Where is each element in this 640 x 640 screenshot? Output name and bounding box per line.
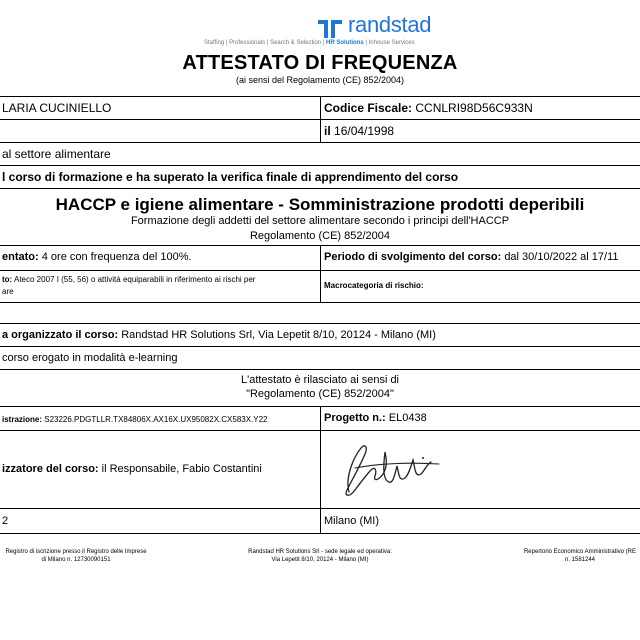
tagline-staffing: Staffing <box>204 40 225 46</box>
rule <box>0 142 640 143</box>
project-value: EL0438 <box>388 412 427 424</box>
responsible <box>2 463 262 475</box>
birth-date-value: 16/04/1998 <box>334 124 395 138</box>
ateco-label: to: <box>2 275 13 284</box>
organizer-value: Randstad HR Solutions Srl, Via Lepetit 8/10, 20124 - Milano (MI) <box>121 329 436 341</box>
birth-date <box>324 124 394 138</box>
project <box>324 412 427 424</box>
duration <box>2 251 192 263</box>
macro-label: Macrocategoria di rischio: <box>324 281 424 290</box>
ateco <box>2 275 255 284</box>
column-divider <box>320 406 321 533</box>
rule <box>0 346 640 347</box>
rule <box>0 369 640 370</box>
page-title: ATTESTATO DI FREQUENZA <box>182 52 458 74</box>
column-divider <box>320 96 321 142</box>
footer-right-line-2: n. 1581244 <box>564 557 596 563</box>
course-regulation: Regolamento (CE) 852/2004 <box>249 230 391 242</box>
tagline-search: Search & Selection <box>270 40 322 46</box>
tagline-professionals: Professionals <box>229 40 266 46</box>
duration-value: 4 ore con frequenza del 100%. <box>41 251 192 263</box>
ateco-value: Ateco 2007 I (55, 56) o attività equiparabili in riferimento ai rischi per <box>14 275 256 284</box>
issue-line-2: "Regolamento (CE) 852/2004" <box>246 388 394 400</box>
period <box>324 251 619 263</box>
registration <box>2 415 268 424</box>
delivery-mode: corso erogato in modalità e-learning <box>2 352 178 364</box>
course-subtitle: Formazione degli addetti del settore alimentare secondo i principi dell'HACCP <box>130 215 510 227</box>
participant-name: LARIA CUCINIELLO <box>2 101 112 115</box>
completion-text: l corso di formazione e ha superato la verifica finale di apprendimento del corso <box>2 170 459 184</box>
column-divider <box>320 245 321 302</box>
randstad-logo-icon <box>318 18 342 38</box>
footer-right <box>500 548 640 564</box>
responsible-label: izzatore del corso: <box>2 463 99 475</box>
project-label: Progetto n.: <box>324 412 386 424</box>
footer-left-line-2: di Milano n. 12730090151 <box>41 557 111 563</box>
footer-middle-line-1: Randstad HR Solutions Srl - sede legale ed operativa: <box>248 549 392 555</box>
place-left: 2 <box>2 515 9 527</box>
course-title: HACCP e igiene alimentare - Somministrazione prodotti deperibili <box>55 195 585 214</box>
ateco-value-2: are <box>2 287 14 296</box>
place-right: Milano (MI) <box>324 515 380 527</box>
registration-value: S23226.PDGTLLR.TX84806X.AX16X.UX95082X.CX583X.Y22 <box>44 415 268 424</box>
footer-middle-line-2: Via Lepetit 8/10, 20124 - Milano (MI) <box>271 557 369 563</box>
brand-name: randstad <box>348 12 432 37</box>
footer-right-line-1: Repertorio Economico Amministrativo (RE <box>523 549 637 555</box>
signature <box>335 438 445 504</box>
page-subtitle: (ai sensi del Regolamento (CE) 852/2004) <box>235 75 405 85</box>
footer-left-line-1: Registro di iscrizione presso il Registro delle Imprese <box>5 549 147 555</box>
randstad-logo <box>318 14 438 40</box>
rule <box>0 165 640 166</box>
duration-label: entato: <box>2 251 39 263</box>
fiscal-code-label: Codice Fiscale: <box>324 101 413 115</box>
registration-label: istrazione: <box>2 415 43 424</box>
responsible-value: il Responsabile, Fabio Costantini <box>101 463 262 475</box>
rule <box>0 302 640 303</box>
issue-line-1: L'attestato è rilasciato ai sensi di <box>240 374 400 386</box>
fiscal-code-value: CCNLRI98D56C933N <box>415 101 533 115</box>
brand-tagline: Staffing | Professionals | Search & Selection | HR Solutions | Inhouse Services <box>204 40 415 46</box>
rule <box>0 533 640 534</box>
organizer <box>2 329 436 341</box>
birth-prefix: il <box>324 124 331 138</box>
sector-text: al settore alimentare <box>2 147 111 161</box>
footer-middle <box>220 548 420 564</box>
period-label: Periodo di svolgimento del corso: <box>324 251 502 263</box>
organizer-label: a organizzato il corso: <box>2 329 119 341</box>
rule <box>0 188 640 189</box>
rule <box>0 323 640 324</box>
footer-left <box>0 548 176 564</box>
period-value: dal 30/10/2022 al 17/11 <box>504 251 619 263</box>
tagline-hr-solutions: HR Solutions <box>326 40 364 46</box>
fiscal-code <box>324 101 533 115</box>
tagline-inhouse: Inhouse Services <box>368 40 415 46</box>
